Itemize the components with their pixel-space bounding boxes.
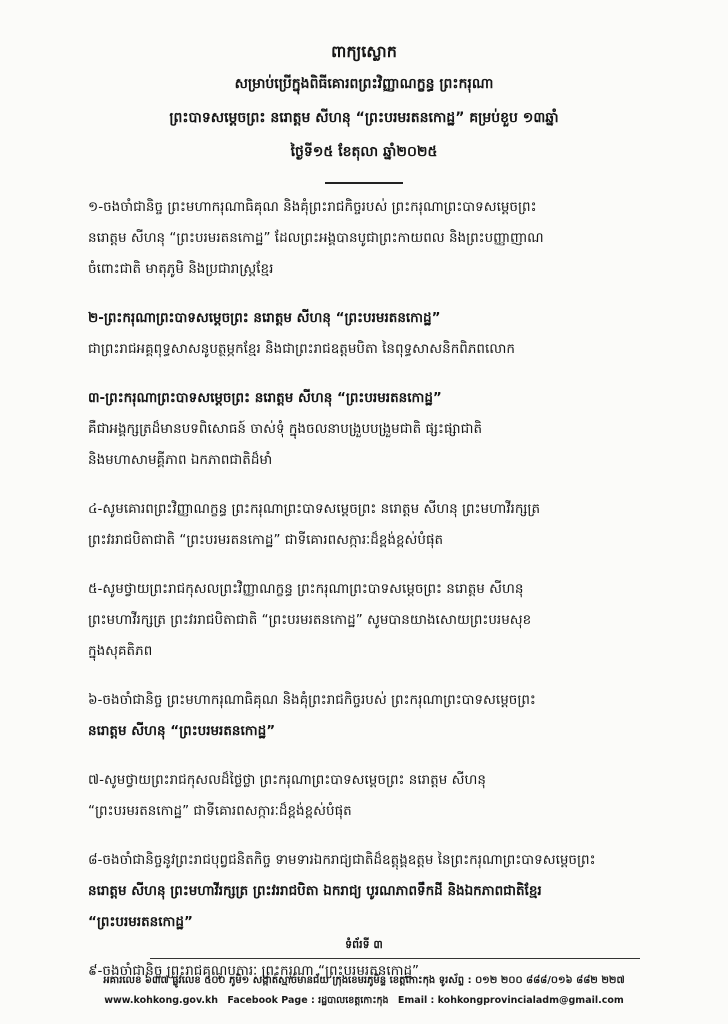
date-line: ថ្ងៃទី១៥ ខែតុលា ឆ្នាំ២០២៥ — [290, 144, 438, 160]
footer-email[interactable]: Email : kohkongprovincialadm@gmail.com — [397, 995, 624, 1006]
slogan-line: និងមហាសាមគ្គីភាព ឯកភាពជាតិដ៏មាំ — [88, 452, 273, 468]
slogan-item — [88, 383, 668, 476]
slogan-item — [88, 845, 668, 938]
slogan-line: ចំពោះជាតិ មាតុភូមិ និងប្រជារាស្ត្រខ្មែរ — [88, 261, 274, 277]
slogan-line: គឺជាអង្គក្សត្រដ៏មានបទពិសោធន៍ ចាស់ទុំ ក្នុងចលនាបង្រួបបង្រួមជាតិ ផ្សះផ្សាជាតិ — [88, 421, 483, 437]
footer-contacts — [0, 994, 728, 1007]
slogan-line: ៥-សូមថ្វាយព្រះរាជកុសលព្រះវិញ្ញាណក្ខន្ធ ព្រះករុណាព្រះបាទសម្តេចព្រះ នរោត្តម សីហនុ — [88, 581, 524, 597]
slogan-line: ៩-ចងចាំជានិច្ច ព្រះរាជគុណូបការៈ ព្រះករុណា “ព្រះបរមរតនកោដ្ឋ” — [88, 963, 420, 979]
slogan-line: ក្នុងសុគតិភព — [88, 643, 153, 659]
slogan-line: នរោត្តម សីហនុ ព្រះមហាវីរក្សត្រ ព្រះវររាជបិតា ឯករាជ្យ បូរណភាពទឹកដី និងឯកភាពជាតិខ្មែរ — [88, 883, 542, 899]
slogan-line: ព្រះមហាវីរក្សត្រ ព្រះវររាជបិតាជាតិ “ព្រះបរមរតនកោដ្ឋ” សូមបានយាងសោយព្រះបរមសុខ — [88, 612, 532, 628]
slogan-list — [88, 192, 668, 987]
footer-website[interactable]: www.kohkong.gov.kh — [104, 995, 219, 1006]
slogan-line: “ព្រះបរមរតនកោដ្ឋ” — [88, 914, 193, 930]
slogan-item — [88, 494, 668, 556]
slogan-line: ២-ព្រះករុណាព្រះបាទសម្តេចព្រះ នរោត្តម សីហនុ “ព្រះបរមរតនកោដ្ឋ” — [88, 310, 441, 326]
slogan-line: ៧-សូមថ្វាយព្រះរាជកុសលដ៏ថ្លៃថ្លា ព្រះករុណាព្រះបាទសម្តេចព្រះ នរោត្តម សីហនុ — [88, 772, 486, 788]
document-title: ពាក្យស្លោក — [331, 42, 397, 61]
slogan-line: ៨-ចងចាំជានិច្ចនូវព្រះរាជបុព្វជនិតកិច្ច ទាមទារឯករាជ្យជាតិដ៏ឧត្តុង្គឧត្តម នៃព្រះករុណាព្រះបាទសម្តេចព្រះ — [88, 852, 596, 868]
document-subtitle: សម្រាប់ប្រើក្នុងពិធីគោរពព្រះវិញ្ញាណក្ខន្ធ ព្រះករុណា — [234, 76, 494, 92]
slogan-line: “ព្រះបរមរតនកោដ្ឋ” ជាទីគោរពសក្ការៈដ៏ខ្ពង់ខ្ពស់បំផុត — [88, 803, 352, 819]
footer-address: អគារលេខ ៦៣៧ ផ្លូវលេខ ៥០០ ភូមិ១ សង្កាត់ស្មាច់មានជ័យ ក្រុងខេមរភូមិន្ទ ខេត្តកោះកុង ទូរស័ព្ទ : ០១២ ២០០ ៨៨៨/០១៦ ៨៨២ ២២៧ — [103, 975, 625, 986]
slogan-item — [88, 192, 668, 285]
slogan-line: ព្រះវររាជបិតាជាតិ “ព្រះបរមរតនកោដ្ឋ” ជាទីគោរពសក្ការៈដ៏ខ្ពង់ខ្ពស់បំផុត — [88, 532, 444, 548]
slogan-item — [88, 574, 668, 667]
slogan-line: នរោត្តម សីហនុ “ព្រះបរមរតនកោដ្ឋ” — [88, 723, 276, 739]
slogan-item — [88, 303, 668, 365]
slogan-line: ៦-ចងចាំជានិច្ច ព្រះមហាករុណាធិគុណ និងគុំព្រះរាជកិច្ចរបស់ ព្រះករុណាព្រះបាទសម្តេចព្រះ — [88, 692, 536, 708]
page-number: ទំព័រទី ៣ — [345, 938, 383, 951]
slogan-line: ជាព្រះរាជអគ្គពុទ្ធសាសនូបត្ថម្ភកខ្មែរ និងជាព្រះរាជឧត្តមបិតា នៃពុទ្ធសាសនិកពិភពលោក — [88, 341, 515, 357]
slogan-line: ៤-សូមគោរពព្រះវិញ្ញាណក្ខន្ធ ព្រះករុណាព្រះបាទសម្តេចព្រះ នរោត្តម សីហនុ ព្រះមហាវីរក្សត្រ — [88, 501, 541, 517]
title-divider — [325, 182, 403, 184]
footer-rule — [150, 958, 640, 959]
name-line: ព្រះបាទសម្តេចព្រះ នរោត្តម សីហនុ “ព្រះបរមរតនកោដ្ឋ” គម្រប់ខួប ១៣ឆ្នាំ — [169, 110, 559, 126]
slogan-line: នរោត្តម សីហនុ “ព្រះបរមរតនកោដ្ឋ” ដែលព្រះអង្គបានបូជាព្រះកាយពល និងព្រះបញ្ញាញាណ — [88, 230, 544, 246]
slogan-line: ១-ចងចាំជានិច្ច ព្រះមហាករុណាធិគុណ និងគុំព្រះរាជកិច្ចរបស់ ព្រះករុណាព្រះបាទសម្តេចព្រះ — [88, 199, 537, 215]
title-block — [0, 40, 728, 184]
slogan-line: ៣-ព្រះករុណាព្រះបាទសម្តេចព្រះ នរោត្តម សីហនុ “ព្រះបរមរតនកោដ្ឋ” — [88, 390, 442, 406]
slogan-item — [88, 685, 668, 747]
slogan-item — [88, 765, 668, 827]
footer-facebook[interactable]: Facebook Page : រដ្ឋបាលខេត្តកោះកុង — [227, 995, 389, 1006]
